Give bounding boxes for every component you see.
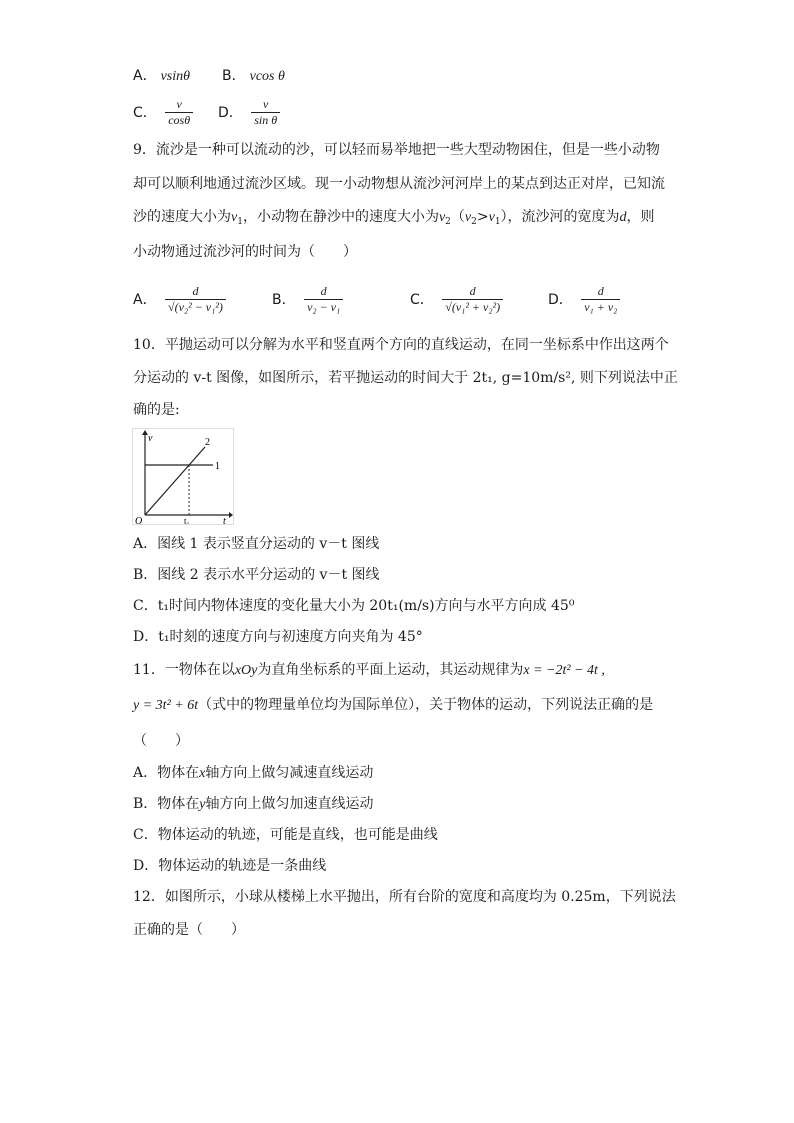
q11-option-b: B．物体在y轴方向上做匀加速直线运动 [133,796,374,812]
q12-line-2: 正确的是（ ） [133,922,245,938]
q11-option-a: A．物体在x轴方向上做匀减速直线运动 [133,765,374,781]
fraction: $\frac{d}{\text{√(v₁² + v₂²)}}$ [442,285,503,314]
t-axis-arrow [229,512,233,518]
option-label: D． [218,104,243,121]
q9-option-a: A． $\frac{d}{\text{√(v₂² − v₁²)}}$ [133,285,226,314]
q9-line-2: 却可以顺利地通过流沙区域。现一小动物想从流沙河河岸上的某点到达正对岸，已知流 [133,176,665,192]
q10-line-1: 10．平抛运动可以分解为水平和竖直两个方向的直线运动，在同一坐标系中作出这两个 [133,337,669,353]
vt-graph-figure [132,428,234,525]
q10-option-a: A．图线 1 表示竖直分运动的 v－t 图线 [133,536,380,552]
fraction: $\frac{v}{\text{sin θ}}$ [251,98,280,127]
q9-line-1: 9．流沙是一种可以流动的沙，可以轻而易举地把一些大型动物困住，但是一些小动物 [133,142,660,158]
t1-label: t₁ [184,516,190,524]
vt-graph [133,429,233,524]
t-axis-label: t [223,516,226,524]
q8-option-b [222,66,285,87]
q9-line-3: 沙的速度大小为$v_1$，小动物在静沙中的速度大小为$v_2(v_2>v_1)$，流沙河的宽度为d，则 [133,209,655,227]
graph-line-2 [145,447,205,515]
fraction: $\frac{v}{\cos\theta}$ [165,98,193,127]
q9-option-b: B． $\frac{d}{\text{v₂ − v₁}}$ [272,285,343,314]
q8-option-a [133,66,190,87]
q9-option-d: D． $\frac{d}{\text{v₁ + v₂}}$ [548,285,620,314]
q11-line-2: y = 3t² + 6t（式中的物理量单位均为国际单位），关于物体的运动，下列说法正确的是 [133,697,654,713]
v-axis-label: v [148,433,153,444]
q10-option-b: B．图线 2 表示水平分运动的 v－t 图线 [133,567,380,583]
option-label: A． [133,68,157,84]
option-text: vcos θ [249,69,285,84]
q9-option-c: C． $\frac{d}{\text{√(v₁² + v₂²)}}$ [410,285,503,314]
q11-option-c: C．物体运动的轨迹，可能是直线，也可能是曲线 [133,827,438,843]
q11-option-d: D．物体运动的轨迹是一条曲线 [133,858,327,874]
q11-line-1: 11．一物体在以xOy为直角坐标系的平面上运动，其运动规律为x = −2t² − 4t , [133,662,605,678]
fraction: $\frac{d}{\text{v₂ − v₁}}$ [304,285,343,314]
q10-line-3: 确的是: [133,402,180,418]
fraction: $\frac{d}{\text{√(v₂² − v₁²)}}$ [165,285,226,314]
q10-line-2: 分运动的 v-t 图像，如图所示，若平抛运动的时间大于 2t₁, g=10m/s², 则下列说法中正 [133,370,678,386]
line-1-label: 1 [215,461,220,472]
line-2-label: 2 [205,437,210,448]
origin-label: O [135,516,143,524]
q11-line-3: （ ） [133,733,189,749]
q10-option-c: C．t₁时间内物体速度的变化量大小为 20t₁(m/s)方向与水平方向成 45⁰ [133,598,575,614]
q12-line-1: 12．如图所示，小球从楼梯上水平抛出，所有台阶的宽度和高度均为 0.25m，下列说法 [133,889,676,905]
fraction: $\frac{d}{\text{v₁ + v₂}}$ [581,285,620,314]
q8-option-d [218,98,280,127]
option-text: vsinθ [160,69,191,84]
q9-line-4: 小动物通过流沙河的时间为（ ） [133,244,357,260]
q8-option-c [133,98,193,127]
option-label: B． [222,68,246,84]
q10-option-d: D．t₁时刻的速度方向与初速度方向夹角为 45° [133,629,423,645]
option-label: C． [133,104,157,121]
